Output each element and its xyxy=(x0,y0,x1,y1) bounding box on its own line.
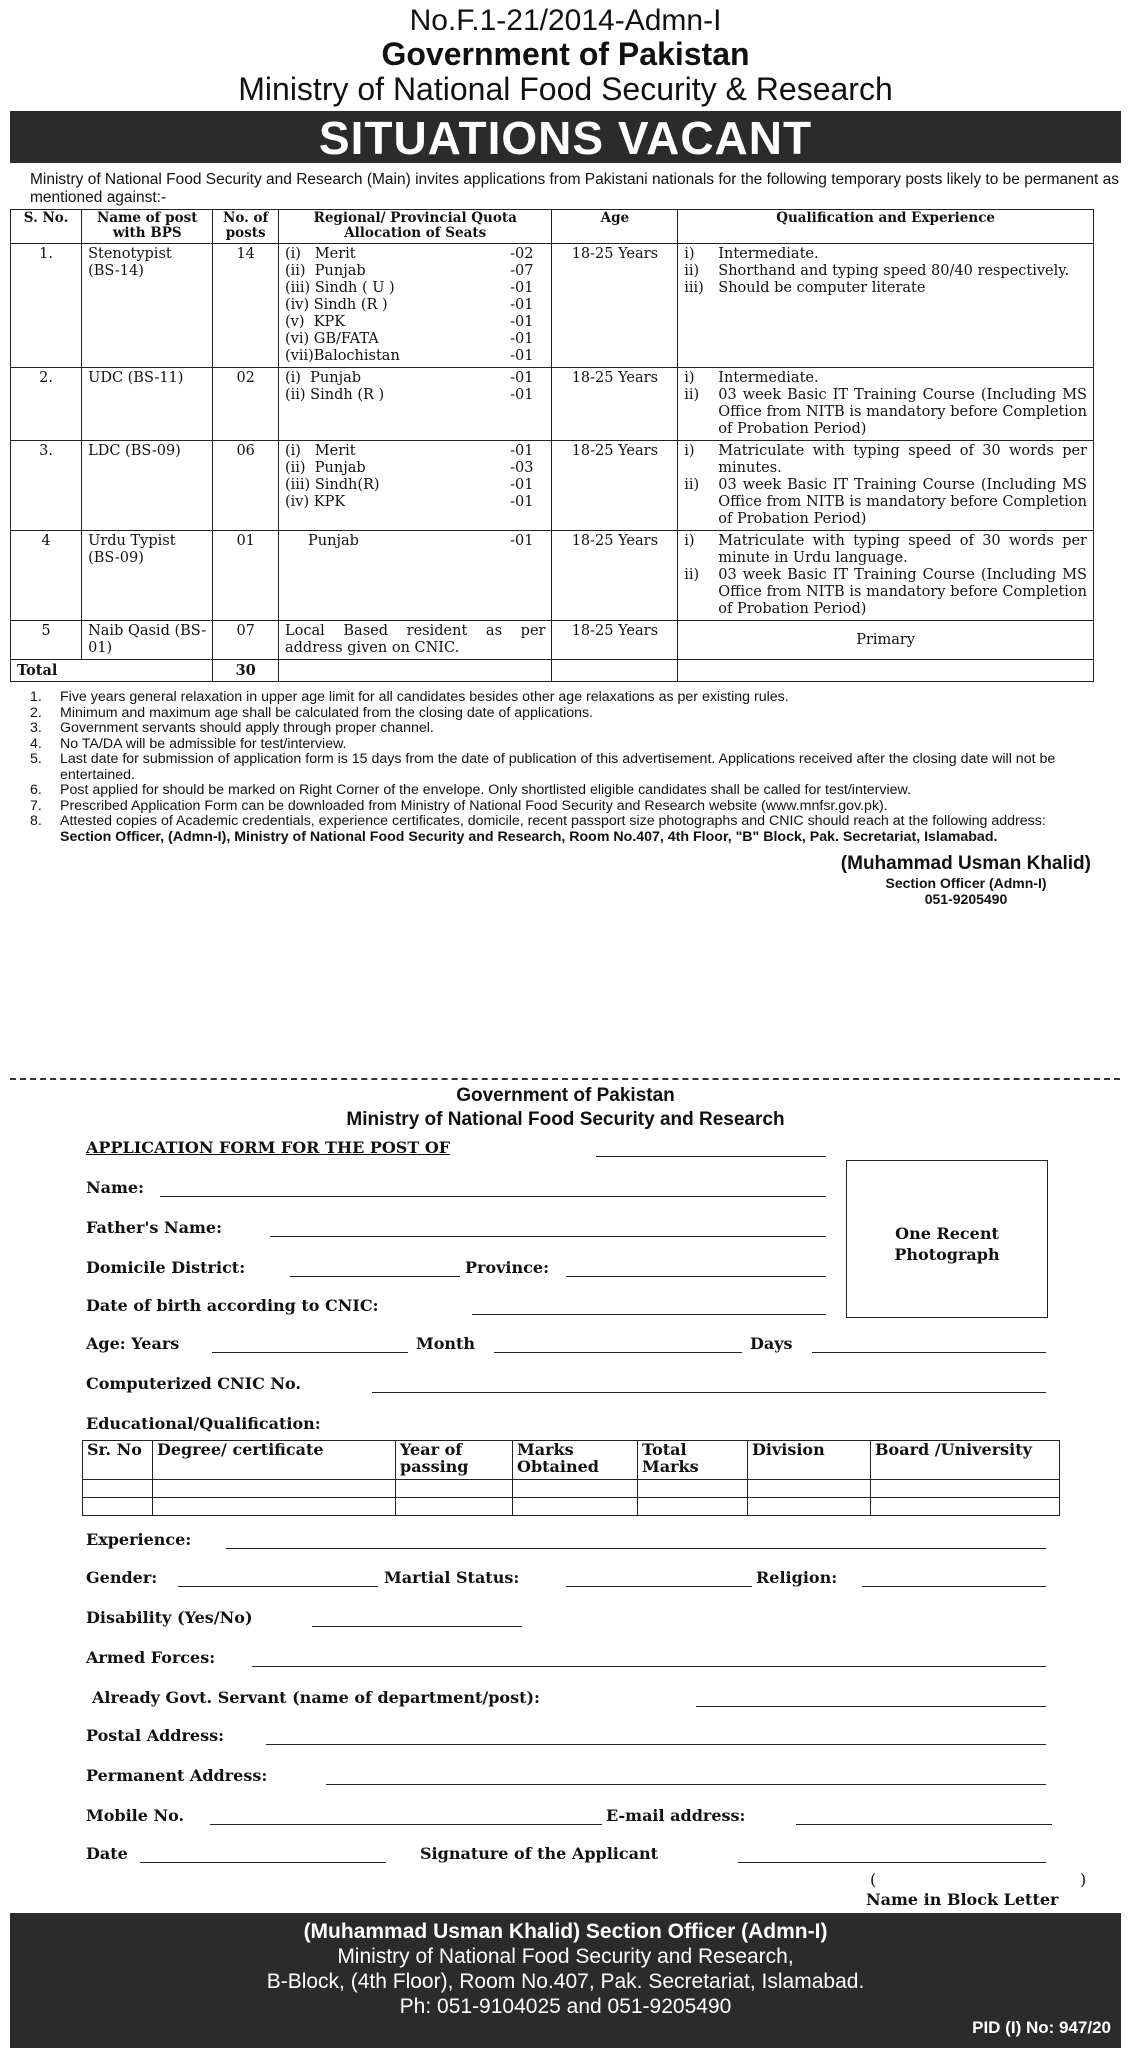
education-table xyxy=(82,1440,1060,1516)
education-col-header: Division xyxy=(748,1441,871,1480)
post-quota xyxy=(278,531,551,621)
email-field[interactable] xyxy=(796,1808,1052,1825)
note-text: No TA/DA will be admissible for test/interview. xyxy=(60,735,347,752)
quota-region: (i) Punjab xyxy=(284,370,362,386)
note-text: Five years general relaxation in upper age limit for all candidates besides other age relaxations as per existing rules. xyxy=(60,689,789,705)
cnic-label: Computerized CNIC No. xyxy=(86,1374,301,1393)
permanent-address-field[interactable] xyxy=(326,1768,1046,1785)
quota-seats: -01 xyxy=(510,370,534,386)
note-number: 3. xyxy=(30,720,42,736)
post-qualification xyxy=(678,244,1094,368)
note-item xyxy=(30,783,1101,799)
pid-number: PID (I) No: 947/20 xyxy=(972,2018,1111,2037)
note-number: 4. xyxy=(30,735,42,752)
quota-region: (vii)Balochistan xyxy=(284,348,400,364)
qualification-index: i) xyxy=(684,246,695,262)
qualification-text: Should be computer literate xyxy=(718,280,926,296)
photograph-label: One Recent Photograph xyxy=(894,1224,1000,1264)
qualification-item xyxy=(684,567,1087,618)
email-label: E-mail address: xyxy=(606,1806,746,1825)
post-row xyxy=(11,621,1094,660)
post-name: Naib Qasid (BS-01) xyxy=(82,621,213,660)
footer-officer: (Muhammad Usman Khalid) Section Officer (Admn-I) xyxy=(303,1920,828,1943)
govt-servant-field[interactable] xyxy=(696,1690,1046,1707)
quota-line xyxy=(285,494,545,511)
quota-seats: -01 xyxy=(510,297,534,313)
quota-line xyxy=(285,443,545,460)
quota-region: (ii) Punjab xyxy=(284,460,366,476)
footer-ministry: Ministry of National Food Security and Research, xyxy=(337,1945,794,1968)
footer-phone: Ph: 051-9104025 and 051-9205490 xyxy=(399,1995,732,2018)
quota-region: (v) KPK xyxy=(284,314,346,330)
post-name: UDC (BS-11) xyxy=(82,368,213,441)
domicile-field[interactable] xyxy=(290,1260,460,1277)
post-count: 06 xyxy=(213,441,279,531)
postal-address-label: Postal Address: xyxy=(86,1726,225,1745)
quota-line xyxy=(285,460,545,477)
post-qualification xyxy=(678,531,1094,621)
quota-region: Punjab xyxy=(284,533,359,549)
qualification-text: 03 week Basic IT Training Course (Including MS Office from NITB is mandatory before Completion of Probation Period) xyxy=(718,477,1087,527)
post-sno: 3. xyxy=(11,441,82,531)
note-text: Attested copies of Academic credentials, experience certificates, domicile, recent passport size photographs and CNIC should reach at the following address: xyxy=(60,813,1046,829)
post-name: Stenotypist (BS-14) xyxy=(82,244,213,368)
signatory-name: (Muhammad Usman Khalid) xyxy=(840,853,1091,874)
post-count: 07 xyxy=(213,621,279,660)
quota-seats: -01 xyxy=(510,314,534,330)
name-label: Name: xyxy=(86,1178,145,1197)
qualification-text: Matriculate with typing speed of 30 words per minutes. xyxy=(718,443,1087,476)
qualification-index: i) xyxy=(684,370,695,386)
quota-region: (ii) Sindh (R ) xyxy=(284,387,385,403)
signature-label: Signature of the Applicant xyxy=(420,1844,658,1863)
armed-forces-label: Armed Forces: xyxy=(86,1648,216,1667)
note-item xyxy=(30,814,1101,830)
quota-region: (iii) Sindh ( U ) xyxy=(284,280,395,296)
post-age: 18-25 Years xyxy=(552,441,678,531)
experience-label: Experience: xyxy=(86,1530,192,1549)
education-col-header: Degree/ certificate xyxy=(153,1441,396,1480)
quota-line xyxy=(285,477,545,494)
form-heading xyxy=(0,1084,1131,1132)
col-num-posts: No. of posts xyxy=(213,210,279,244)
age-days-label: Days xyxy=(750,1334,793,1353)
education-col-header: Marks Obtained xyxy=(513,1441,638,1480)
post-row xyxy=(11,244,1094,368)
education-col-header: Total Marks xyxy=(638,1441,748,1480)
quota-seats: -01 xyxy=(510,494,534,510)
post-count: 01 xyxy=(213,531,279,621)
quota-line xyxy=(285,297,545,314)
province-field[interactable] xyxy=(566,1260,826,1277)
intro-paragraph: Ministry of National Food Security and Research (Main) invites applications from Pakistani nationals for the following temporary posts likely to be permanent as mentioned against:- xyxy=(30,171,1119,206)
qualification-text: 03 week Basic IT Training Course (Including MS Office from NITB is mandatory before Completion of Probation Period) xyxy=(718,567,1087,617)
education-col-header: Board /University xyxy=(871,1441,1060,1480)
quota-line xyxy=(285,246,545,263)
note-text: Government servants should apply through proper channel. xyxy=(60,720,434,736)
qualification-item xyxy=(684,246,1087,263)
signatory-designation: Section Officer (Admn-I) xyxy=(885,875,1047,891)
age-month-field[interactable] xyxy=(494,1336,742,1353)
permanent-address-label: Permanent Address: xyxy=(86,1766,268,1785)
posts-table-header xyxy=(11,210,1094,244)
qualification-index: ii) xyxy=(684,477,700,493)
note-text: Minimum and maximum age shall be calculated from the closing date of applications. xyxy=(60,704,594,721)
quota-region: (ii) Punjab xyxy=(284,263,366,279)
education-col-header: Year of passing xyxy=(396,1441,513,1480)
block-letter-label: Name in Block Letter xyxy=(866,1890,1059,1909)
quota-region: (i) Merit xyxy=(284,443,356,459)
qualification-index: ii) xyxy=(684,387,700,403)
qualification-item xyxy=(684,370,1087,387)
cnic-field[interactable] xyxy=(372,1376,1046,1393)
qualification-item xyxy=(684,387,1087,438)
qualification-index: iii) xyxy=(684,280,704,296)
religion-field[interactable] xyxy=(862,1570,1046,1587)
quota-line xyxy=(285,280,545,297)
qualification-text: Intermediate. xyxy=(718,370,819,386)
post-qualification xyxy=(678,441,1094,531)
col-quota: Regional/ Provincial Quota Allocation of Seats xyxy=(278,210,551,244)
postal-address-field[interactable] xyxy=(266,1728,1046,1745)
note-number: 5. xyxy=(30,751,42,767)
martial-status-label: Martial Status: xyxy=(384,1568,520,1587)
posts-table xyxy=(10,209,1094,682)
post-row xyxy=(11,531,1094,621)
quota-region: (vi) GB/FATA xyxy=(284,331,379,347)
quota-seats: -01 xyxy=(510,280,534,296)
col-post-name: Name of post with BPS xyxy=(82,210,213,244)
note-text: Last date for submission of application form is 15 days from the date of publication of this advertisement. Applications received after the closing date will not be entertained. xyxy=(60,751,1056,783)
qualification-index: i) xyxy=(684,443,695,459)
quota-line xyxy=(285,387,545,404)
education-label: Educational/Qualification: xyxy=(86,1414,321,1433)
situations-vacant-banner: SITUATIONS VACANT xyxy=(10,111,1121,163)
quota-line xyxy=(285,263,545,280)
submission-address: Section Officer, (Admn-I), Ministry of National Food Security and Research, Room No.407, 4th Floor, "B" Block, Pak. Secretariat, Islamabad. xyxy=(60,828,998,845)
quota-line xyxy=(285,533,545,550)
post-age: 18-25 Years xyxy=(552,531,678,621)
post-qualification: Primary xyxy=(678,621,1094,660)
quota-seats: -01 xyxy=(510,348,534,364)
note-item xyxy=(30,737,1101,753)
col-sno: S. No. xyxy=(11,210,82,244)
post-sno: 1. xyxy=(11,244,82,368)
education-col-header: Sr. No xyxy=(83,1441,153,1480)
block-letter-open-paren: ( xyxy=(870,1870,877,1889)
qualification-text: Intermediate. xyxy=(718,246,819,262)
post-quota: Local Based resident as per address given on CNIC. xyxy=(278,621,551,660)
col-qualification: Qualification and Experience xyxy=(678,210,1094,244)
gender-label: Gender: xyxy=(86,1568,158,1587)
education-row[interactable] xyxy=(83,1498,1060,1516)
post-age: 18-25 Years xyxy=(552,368,678,441)
qualification-index: ii) xyxy=(684,263,700,279)
col-age: Age xyxy=(552,210,678,244)
govt-servant-label: Already Govt. Servant (name of department/post): xyxy=(92,1688,540,1707)
quota-seats: -01 xyxy=(510,477,534,493)
qualification-text: 03 week Basic IT Training Course (Including MS Office from NITB is mandatory before Completion of Probation Period) xyxy=(718,387,1087,437)
quota-line xyxy=(285,348,545,365)
ministry-title: Ministry of National Food Security & Research xyxy=(238,71,893,107)
quota-region: (iv) KPK xyxy=(284,494,346,510)
note-text: Prescribed Application Form can be downloaded from Ministry of National Food Security and Research website (www.mnfsr.gov.pk). xyxy=(60,797,888,814)
form-title: APPLICATION FORM FOR THE POST OF xyxy=(86,1138,451,1157)
qualification-item xyxy=(684,533,1087,567)
government-title: Government of Pakistan xyxy=(381,36,750,72)
quota-line xyxy=(285,314,545,331)
note-number: 7. xyxy=(30,797,42,814)
religion-label: Religion: xyxy=(756,1568,838,1587)
qualification-item xyxy=(684,477,1087,528)
education-table-header xyxy=(83,1441,1060,1480)
age-days-field[interactable] xyxy=(812,1336,1046,1353)
qualification-text: Matriculate with typing speed of 30 words per minute in Urdu language. xyxy=(718,533,1087,566)
quota-seats: -01 xyxy=(510,387,534,403)
total-row xyxy=(11,660,1094,682)
note-text: Post applied for should be marked on Right Corner of the envelope. Only shortlisted eligible candidates shall be called for test/interview. xyxy=(60,782,911,798)
experience-field[interactable] xyxy=(226,1532,1046,1549)
quota-seats: -03 xyxy=(510,460,534,476)
gender-field[interactable] xyxy=(178,1570,378,1587)
post-name: Urdu Typist (BS-09) xyxy=(82,531,213,621)
post-sno: 2. xyxy=(11,368,82,441)
disability-field[interactable] xyxy=(312,1610,522,1627)
post-quota xyxy=(278,441,551,531)
qualification-text: Shorthand and typing speed 80/40 respectively. xyxy=(718,263,1070,279)
post-quota xyxy=(278,244,551,368)
post-quota xyxy=(278,368,551,441)
note-number: 1. xyxy=(30,689,42,705)
quota-region: (iii) Sindh(R) xyxy=(284,477,380,493)
post-sno: 4 xyxy=(11,531,82,621)
qualification-index: i) xyxy=(684,533,695,549)
post-age: 18-25 Years xyxy=(552,621,678,660)
post-name: LDC (BS-09) xyxy=(82,441,213,531)
disability-label: Disability (Yes/No) xyxy=(86,1608,253,1627)
province-label: Province: xyxy=(465,1258,549,1277)
quota-line xyxy=(285,370,545,387)
post-age: 18-25 Years xyxy=(552,244,678,368)
note-item xyxy=(30,690,1101,706)
signatory-block xyxy=(0,853,1091,907)
form-ministry: Ministry of National Food Security and Research xyxy=(346,1109,785,1130)
father-name-field[interactable] xyxy=(270,1220,826,1237)
post-row xyxy=(11,441,1094,531)
reference-number: No.F.1-21/2014-Admn-I xyxy=(409,4,722,37)
notes-list xyxy=(30,690,1101,830)
signatory-phone: 051-9205490 xyxy=(924,891,1008,907)
date-label: Date xyxy=(86,1844,128,1863)
post-row xyxy=(11,368,1094,441)
mobile-field[interactable] xyxy=(210,1808,602,1825)
quota-line xyxy=(285,331,545,348)
note-item xyxy=(30,706,1101,722)
footer-band xyxy=(10,1913,1121,2048)
footer-address: B-Block, (4th Floor), Room No.407, Pak. Secretariat, Islamabad. xyxy=(266,1970,865,1993)
martial-status-field[interactable] xyxy=(566,1570,752,1587)
dob-field[interactable] xyxy=(472,1298,826,1315)
note-number: 8. xyxy=(30,813,42,829)
domicile-label: Domicile District: xyxy=(86,1258,246,1277)
note-item xyxy=(30,799,1101,815)
quota-region: (iv) Sindh (R ) xyxy=(284,297,388,313)
note-number: 6. xyxy=(30,782,42,798)
age-years-field[interactable] xyxy=(212,1336,408,1353)
quota-seats: -07 xyxy=(510,263,534,279)
armed-forces-field[interactable] xyxy=(252,1650,1046,1667)
quota-seats: -02 xyxy=(510,246,534,262)
age-month-label: Month xyxy=(416,1334,476,1353)
education-row[interactable] xyxy=(83,1480,1060,1498)
post-sno: 5 xyxy=(11,621,82,660)
posts-table-body xyxy=(11,244,1094,660)
quota-seats: -01 xyxy=(510,331,534,347)
father-name-label: Father's Name: xyxy=(86,1218,222,1237)
photograph-box xyxy=(846,1160,1048,1318)
post-applied-field[interactable] xyxy=(596,1140,826,1157)
post-qualification xyxy=(678,368,1094,441)
name-field[interactable] xyxy=(160,1180,826,1197)
cut-line-divider xyxy=(10,1078,1120,1080)
qualification-item xyxy=(684,443,1087,477)
qualification-item xyxy=(684,263,1087,280)
form-government: Government of Pakistan xyxy=(456,1085,675,1106)
qualification-item xyxy=(684,280,1087,297)
quota-region: (i) Merit xyxy=(284,246,356,262)
total-label: Total xyxy=(11,660,213,682)
header xyxy=(0,6,1131,105)
post-count: 02 xyxy=(213,368,279,441)
post-count: 14 xyxy=(213,244,279,368)
note-item xyxy=(30,752,1101,783)
dob-label: Date of birth according to CNIC: xyxy=(86,1296,379,1315)
mobile-label: Mobile No. xyxy=(86,1806,185,1825)
note-number: 2. xyxy=(30,704,42,721)
date-field[interactable] xyxy=(140,1846,386,1863)
note-item xyxy=(30,721,1101,737)
quota-seats: -01 xyxy=(510,443,534,459)
quota-seats: -01 xyxy=(510,533,534,549)
qualification-index: ii) xyxy=(684,567,700,583)
age-years-label: Age: Years xyxy=(86,1334,180,1353)
total-value: 30 xyxy=(213,660,279,682)
signature-field[interactable] xyxy=(738,1846,1046,1863)
block-letter-close-paren: ) xyxy=(1080,1870,1087,1889)
